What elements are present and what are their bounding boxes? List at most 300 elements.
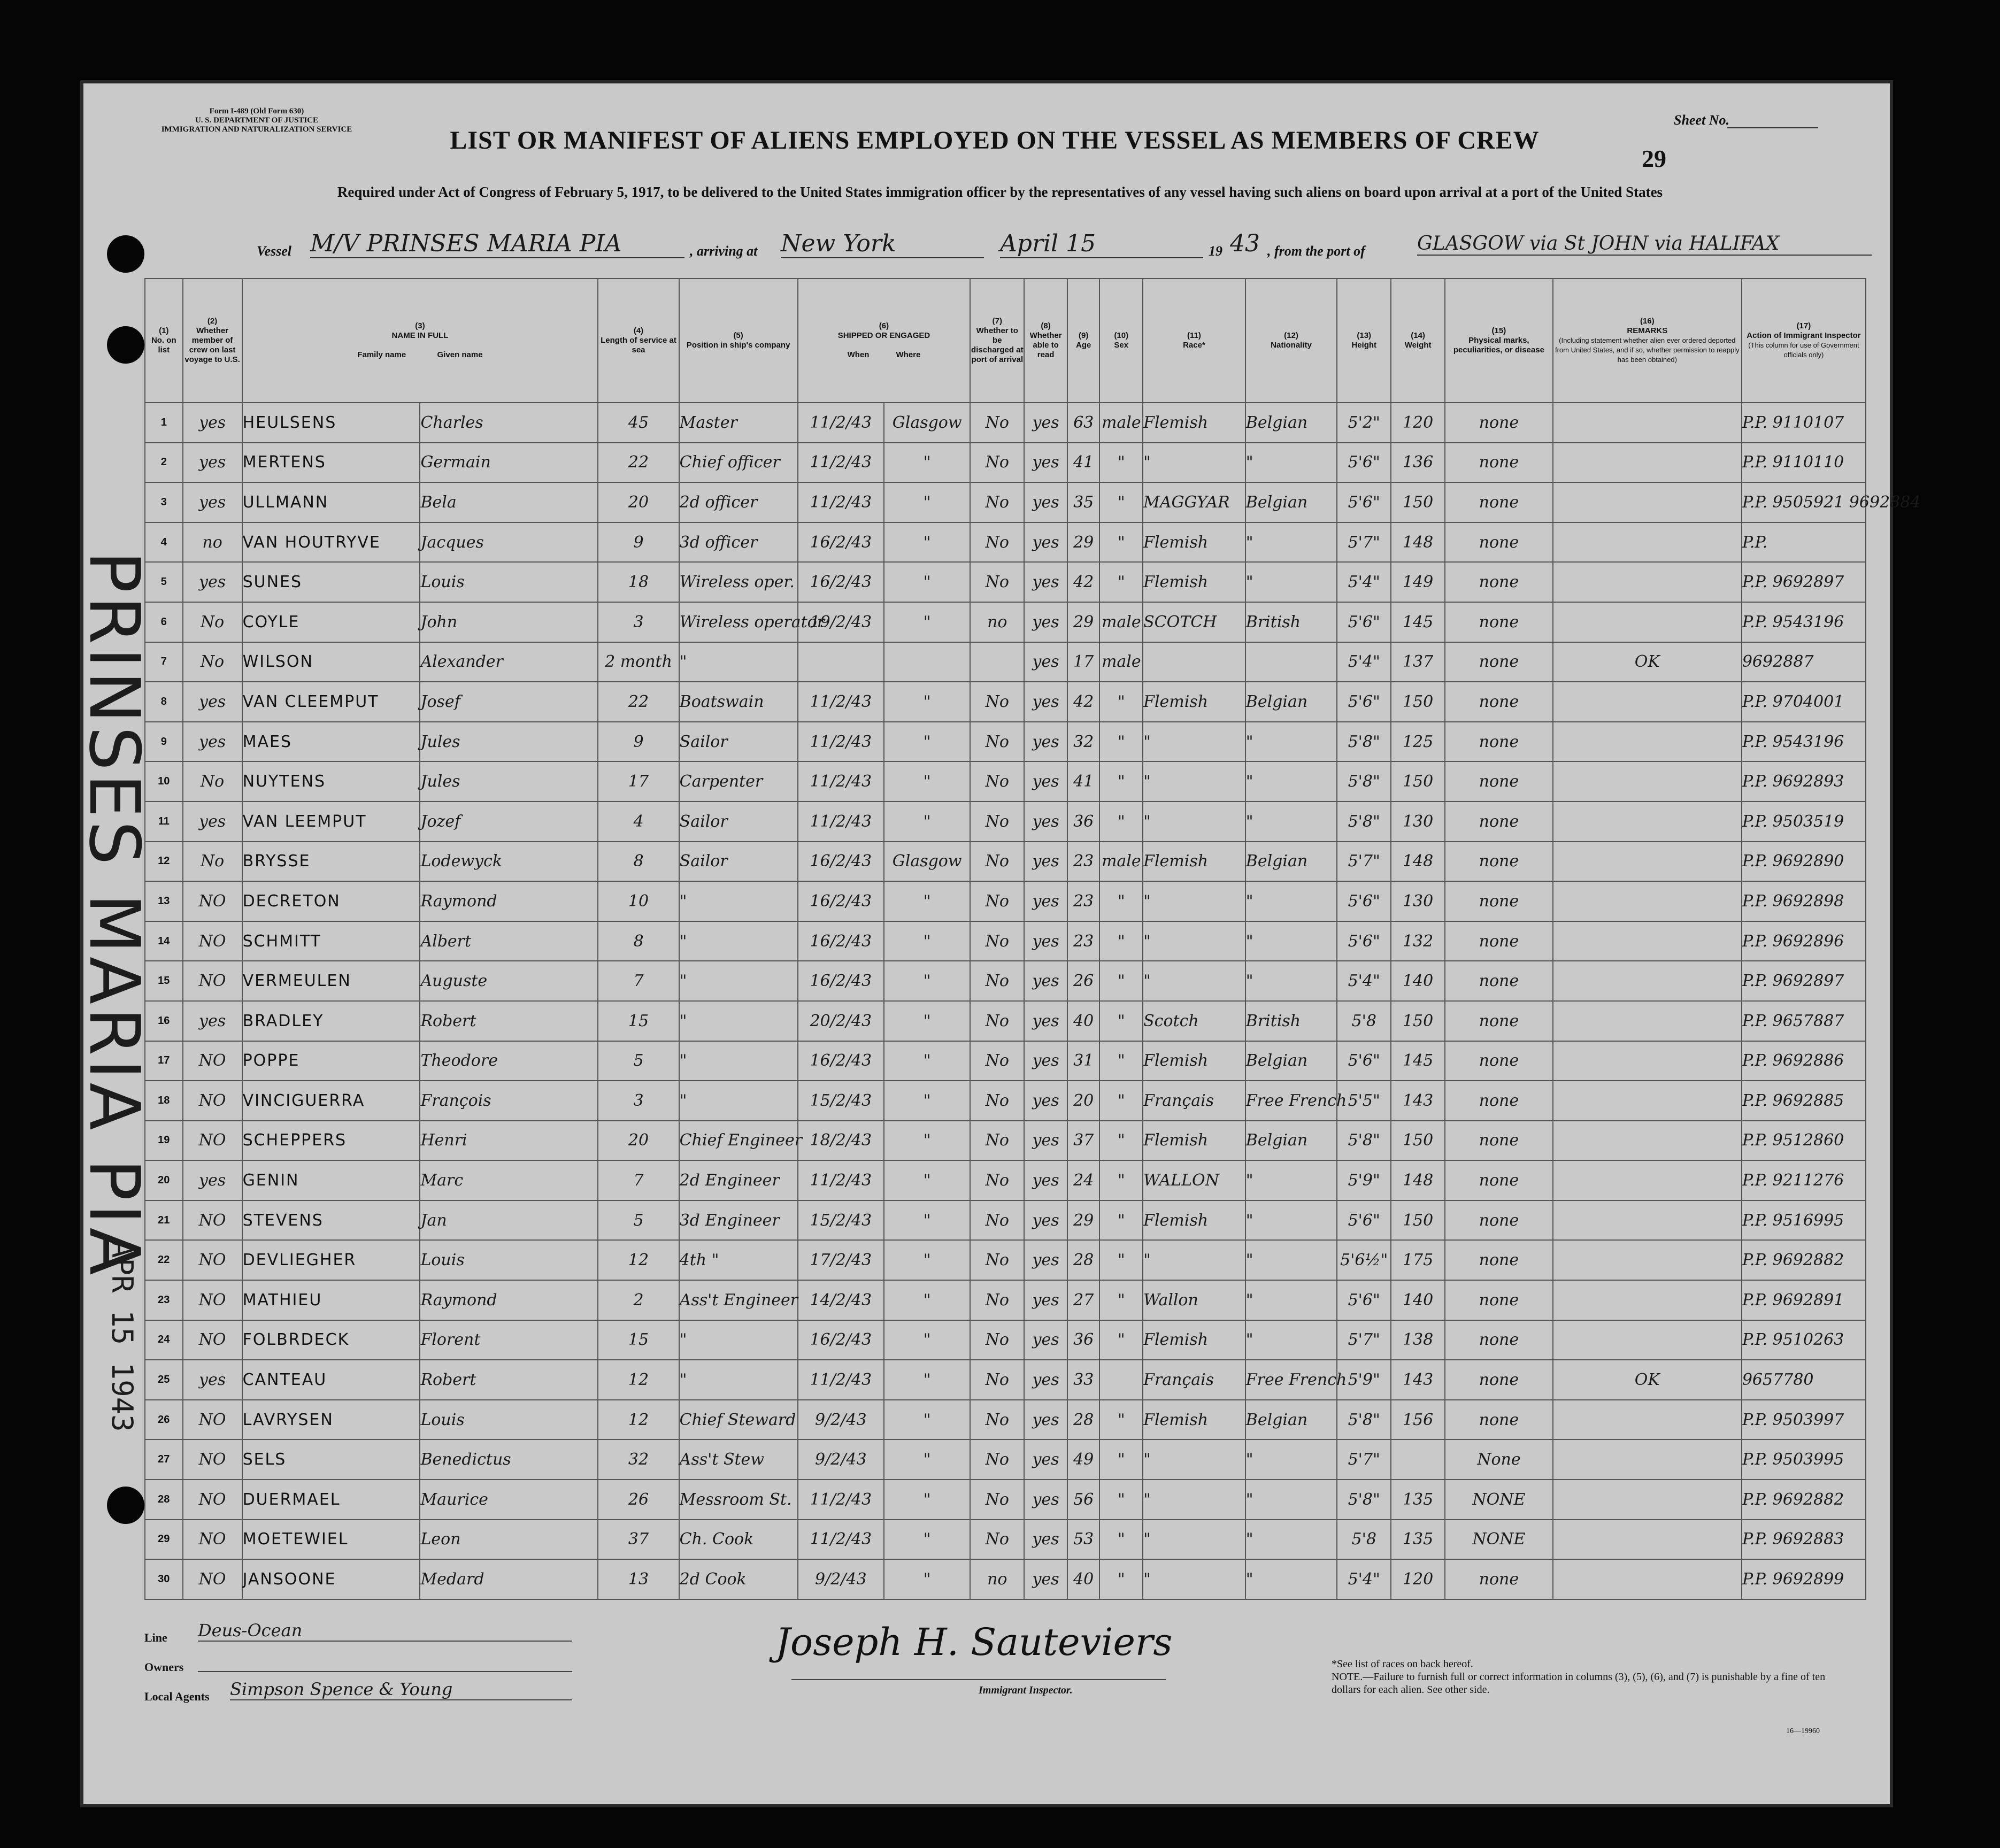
cell-where: " [884, 761, 970, 802]
table-row [145, 842, 1866, 882]
cell-no: 16 [145, 1001, 183, 1041]
cell-weight: 132 [1391, 921, 1445, 961]
cell-family: VAN HOUTRYVE [242, 522, 420, 563]
cell-given: Louis [420, 1240, 598, 1280]
cell-nationality: Free French [1245, 1360, 1337, 1400]
col-header-12: (12) Nationality [1245, 279, 1337, 403]
cell-race: Flemish [1143, 682, 1245, 722]
cell-sex: " [1099, 1041, 1143, 1081]
cell-action: P.P. 9503519 [1742, 802, 1866, 842]
cell-given: Germain [420, 443, 598, 483]
cell-sex: " [1099, 761, 1143, 802]
cell-service: 20 [598, 482, 679, 522]
cell-height: 5'6" [1337, 1280, 1391, 1320]
cell-action: P.P. 9510263 [1742, 1320, 1866, 1360]
cell-action: P.P. 9516995 [1742, 1200, 1866, 1241]
cell-when: 19/2/43 [798, 602, 884, 642]
cell-last: yes [183, 482, 242, 522]
cell-when: 18/2/43 [798, 1121, 884, 1161]
cell-read: yes [1024, 761, 1067, 802]
cell-marks: none [1445, 562, 1553, 602]
cell-nationality: " [1245, 522, 1337, 563]
table-row [145, 722, 1866, 762]
cell-action: P.P. 9692897 [1742, 562, 1866, 602]
cell-read: yes [1024, 1320, 1067, 1360]
cell-age: 23 [1067, 842, 1100, 882]
cell-service: 3 [598, 602, 679, 642]
cell-when: 16/2/43 [798, 842, 884, 882]
cell-sex: " [1099, 443, 1143, 483]
cell-service: 12 [598, 1240, 679, 1280]
cell-height: 5'8" [1337, 761, 1391, 802]
cell-marks: none [1445, 1121, 1553, 1161]
cell-weight: 135 [1391, 1520, 1445, 1560]
arrival-port: New York [781, 230, 984, 258]
cell-discharged: No [970, 562, 1024, 602]
table-row [145, 1121, 1866, 1161]
vessel-name-stamp: PRINSES MARIA PIA [74, 551, 155, 1279]
cell-nationality: Belgian [1245, 1041, 1337, 1081]
agents-value: Simpson Spence & Young [230, 1679, 572, 1700]
cell-discharged: No [970, 842, 1024, 882]
cell-given: Auguste [420, 961, 598, 1001]
cell-read: yes [1024, 642, 1067, 682]
cell-nationality: " [1245, 1280, 1337, 1320]
cell-position: Chief Engineer [679, 1121, 798, 1161]
cell-weight: 125 [1391, 722, 1445, 762]
cell-marks: none [1445, 443, 1553, 483]
cell-race: " [1143, 1240, 1245, 1280]
cell-no: 13 [145, 881, 183, 921]
arrival-date: April 15 [1000, 230, 1203, 258]
cell-family: WILSON [242, 642, 420, 682]
cell-action: P.P. 9692885 [1742, 1081, 1866, 1121]
cell-height: 5'4" [1337, 961, 1391, 1001]
cell-weight: 145 [1391, 602, 1445, 642]
cell-given: Robert [420, 1360, 598, 1400]
cell-action: P.P. 9692899 [1742, 1559, 1866, 1599]
cell-marks: none [1445, 842, 1553, 882]
cell-family: MOETEWIEL [242, 1520, 420, 1560]
cell-marks: none [1445, 1001, 1553, 1041]
cell-read: yes [1024, 1200, 1067, 1241]
cell-position: Sailor [679, 842, 798, 882]
cell-sex [1099, 1360, 1143, 1400]
cell-marks: none [1445, 1160, 1553, 1200]
cell-position: Master [679, 403, 798, 443]
cell-action: P.P. 9512860 [1742, 1121, 1866, 1161]
cell-read: yes [1024, 1480, 1067, 1520]
cell-family: JANSOONE [242, 1559, 420, 1599]
cell-where: " [884, 1121, 970, 1161]
cell-read: yes [1024, 562, 1067, 602]
cell-age: 36 [1067, 1320, 1100, 1360]
cell-discharged: No [970, 1200, 1024, 1241]
cell-read: yes [1024, 802, 1067, 842]
cell-discharged: No [970, 1480, 1024, 1520]
cell-action: P.P. 9692883 [1742, 1520, 1866, 1560]
cell-service: 5 [598, 1041, 679, 1081]
cell-marks: none [1445, 1041, 1553, 1081]
cell-read: yes [1024, 881, 1067, 921]
cell-nationality: " [1245, 1559, 1337, 1599]
cell-position: Ass't Engineer [679, 1280, 798, 1320]
cell-marks: none [1445, 1320, 1553, 1360]
cell-service: 22 [598, 443, 679, 483]
cell-height: 5'8" [1337, 1480, 1391, 1520]
line-label: Line [144, 1631, 167, 1644]
cell-service: 4 [598, 802, 679, 842]
cell-discharged: No [970, 881, 1024, 921]
cell-sex: " [1099, 1320, 1143, 1360]
cell-discharged: No [970, 1121, 1024, 1161]
cell-sex: " [1099, 1480, 1143, 1520]
table-row [145, 1041, 1866, 1081]
cell-weight: 138 [1391, 1320, 1445, 1360]
cell-read: yes [1024, 722, 1067, 762]
cell-position: 2d Cook [679, 1559, 798, 1599]
cell-position: 3d Engineer [679, 1200, 798, 1241]
cell-when: 11/2/43 [798, 1360, 884, 1400]
cell-nationality: " [1245, 761, 1337, 802]
cell-given: Benedictus [420, 1439, 598, 1480]
cell-height: 5'5" [1337, 1081, 1391, 1121]
cell-marks: none [1445, 1200, 1553, 1241]
cell-service: 17 [598, 761, 679, 802]
table-row [145, 761, 1866, 802]
cell-remarks [1553, 562, 1742, 602]
cell-no: 4 [145, 522, 183, 563]
cell-family: SUNES [242, 562, 420, 602]
cell-race [1143, 642, 1245, 682]
cell-given: Lodewyck [420, 842, 598, 882]
cell-when: 11/2/43 [798, 722, 884, 762]
cell-discharged: No [970, 1041, 1024, 1081]
cell-family: DUERMAEL [242, 1480, 420, 1520]
cell-service: 9 [598, 522, 679, 563]
cell-where: " [884, 682, 970, 722]
cell-position: Ch. Cook [679, 1520, 798, 1560]
table-row [145, 642, 1866, 682]
cell-sex: " [1099, 522, 1143, 563]
cell-marks: none [1445, 722, 1553, 762]
cell-where: " [884, 443, 970, 483]
cell-read: yes [1024, 961, 1067, 1001]
cell-nationality [1245, 642, 1337, 682]
cell-read: yes [1024, 842, 1067, 882]
cell-when: 16/2/43 [798, 562, 884, 602]
document-title: LIST OR MANIFEST OF ALIENS EMPLOYED ON THE VESSEL AS MEMBERS OF CREW [450, 126, 1540, 155]
cell-when: 16/2/43 [798, 522, 884, 563]
cell-height: 5'6" [1337, 921, 1391, 961]
cell-age: 32 [1067, 722, 1100, 762]
cell-discharged: No [970, 522, 1024, 563]
cell-when: 11/2/43 [798, 403, 884, 443]
cell-age: 23 [1067, 881, 1100, 921]
cell-no: 23 [145, 1280, 183, 1320]
cell-race: " [1143, 802, 1245, 842]
vessel-name: M/V PRINSES MARIA PIA [310, 230, 684, 258]
cell-where: " [884, 881, 970, 921]
cell-marks: none [1445, 921, 1553, 961]
cell-age: 29 [1067, 602, 1100, 642]
cell-position: Ass't Stew [679, 1439, 798, 1480]
cell-last: no [183, 522, 242, 563]
cell-service: 22 [598, 682, 679, 722]
cell-marks: none [1445, 1280, 1553, 1320]
cell-remarks [1553, 682, 1742, 722]
cell-weight: 150 [1391, 1200, 1445, 1241]
cell-age: 29 [1067, 1200, 1100, 1241]
cell-position: Boatswain [679, 682, 798, 722]
agents-label: Local Agents [144, 1690, 210, 1703]
cell-when: 11/2/43 [798, 761, 884, 802]
manifest-sheet [80, 80, 1921, 1807]
cell-service: 20 [598, 1121, 679, 1161]
cell-given: Maurice [420, 1480, 598, 1520]
cell-family: POPPE [242, 1041, 420, 1081]
col-header-6: (6) SHIPPED OR ENGAGED When Where [798, 279, 971, 403]
cell-where: " [884, 802, 970, 842]
cell-where: " [884, 562, 970, 602]
cell-when: 16/2/43 [798, 1320, 884, 1360]
cell-height: 5'6" [1337, 1200, 1391, 1241]
cell-when: 16/2/43 [798, 881, 884, 921]
cell-remarks [1553, 1439, 1742, 1480]
cell-last: yes [183, 682, 242, 722]
cell-last: NO [183, 1480, 242, 1520]
binder-hole [107, 326, 144, 364]
cell-no: 12 [145, 842, 183, 882]
cell-remarks [1553, 921, 1742, 961]
arrival-date-stamp: APR 15 1943 [105, 1241, 139, 1432]
cell-family: LAVRYSEN [242, 1400, 420, 1440]
cell-position: " [679, 1360, 798, 1400]
cell-nationality: Belgian [1245, 682, 1337, 722]
cell-given: Jozef [420, 802, 598, 842]
cell-remarks [1553, 1041, 1742, 1081]
form-number: 16—19960 [1786, 1727, 1820, 1735]
cell-sex: " [1099, 881, 1143, 921]
cell-discharged: No [970, 1081, 1024, 1121]
cell-last: NO [183, 1280, 242, 1320]
cell-weight: 140 [1391, 1280, 1445, 1320]
cell-discharged: No [970, 1001, 1024, 1041]
cell-last: NO [183, 1240, 242, 1280]
cell-remarks: OK [1553, 642, 1742, 682]
cell-weight: 150 [1391, 1121, 1445, 1161]
cell-read: yes [1024, 1001, 1067, 1041]
cell-service: 5 [598, 1200, 679, 1241]
cell-discharged: No [970, 403, 1024, 443]
cell-age: 63 [1067, 403, 1100, 443]
cell-marks: none [1445, 682, 1553, 722]
cell-weight: 120 [1391, 1559, 1445, 1599]
cell-height: 5'6" [1337, 1041, 1391, 1081]
cell-sex: " [1099, 562, 1143, 602]
cell-sex: " [1099, 802, 1143, 842]
cell-when: 11/2/43 [798, 1480, 884, 1520]
cell-remarks [1553, 602, 1742, 642]
cell-action: P.P. 9110107 [1742, 403, 1866, 443]
sheet-number-line [1727, 127, 1818, 128]
cell-where [884, 642, 970, 682]
cell-family: ULLMANN [242, 482, 420, 522]
cell-family: BRADLEY [242, 1001, 420, 1041]
cell-race: Flemish [1143, 1041, 1245, 1081]
cell-discharged: No [970, 482, 1024, 522]
cell-service: 7 [598, 961, 679, 1001]
cell-nationality: " [1245, 443, 1337, 483]
cell-weight: 148 [1391, 842, 1445, 882]
cell-marks: none [1445, 802, 1553, 842]
cell-when: 9/2/43 [798, 1400, 884, 1440]
cell-read: yes [1024, 682, 1067, 722]
col-header-14: (14) Weight [1391, 279, 1445, 403]
cell-no: 22 [145, 1240, 183, 1280]
cell-last: yes [183, 1360, 242, 1400]
cell-nationality: British [1245, 1001, 1337, 1041]
cell-discharged: No [970, 1160, 1024, 1200]
cell-remarks [1553, 761, 1742, 802]
cell-last: No [183, 842, 242, 882]
cell-marks: none [1445, 1360, 1553, 1400]
cell-age: 56 [1067, 1480, 1100, 1520]
cell-age: 41 [1067, 761, 1100, 802]
cell-marks: none [1445, 403, 1553, 443]
cell-remarks [1553, 1400, 1742, 1440]
col-header-7: (7) Whether to be discharged at port of arrival [970, 279, 1024, 403]
cell-last: NO [183, 1121, 242, 1161]
cell-read: yes [1024, 1240, 1067, 1280]
table-row [145, 1520, 1866, 1560]
owners-line [198, 1671, 572, 1672]
cell-no: 26 [145, 1400, 183, 1440]
cell-weight: 148 [1391, 522, 1445, 563]
cell-remarks [1553, 1520, 1742, 1560]
cell-position: " [679, 642, 798, 682]
table-row [145, 1160, 1866, 1200]
footnote-races: *See list of races on back hereof. [1332, 1658, 1473, 1670]
cell-nationality: " [1245, 1439, 1337, 1480]
cell-given: Robert [420, 1001, 598, 1041]
cell-family: VAN CLEEMPUT [242, 682, 420, 722]
cell-family: STEVENS [242, 1200, 420, 1241]
cell-nationality: Belgian [1245, 842, 1337, 882]
cell-height: 5'6" [1337, 682, 1391, 722]
cell-no: 28 [145, 1480, 183, 1520]
cell-service: 7 [598, 1160, 679, 1200]
cell-nationality: " [1245, 1240, 1337, 1280]
cell-weight: 120 [1391, 403, 1445, 443]
cell-action: 9692887 [1742, 642, 1866, 682]
cell-family: COYLE [242, 602, 420, 642]
cell-last: NO [183, 1081, 242, 1121]
cell-service: 8 [598, 842, 679, 882]
cell-last: yes [183, 1160, 242, 1200]
cell-family: GENIN [242, 1160, 420, 1200]
cell-last: NO [183, 1041, 242, 1081]
cell-age: 53 [1067, 1520, 1100, 1560]
cell-last: yes [183, 443, 242, 483]
cell-height: 5'6" [1337, 482, 1391, 522]
cell-race: " [1143, 961, 1245, 1001]
cell-remarks [1553, 842, 1742, 882]
cell-where: " [884, 522, 970, 563]
cell-when: 11/2/43 [798, 1520, 884, 1560]
cell-action: P.P. 9692898 [1742, 881, 1866, 921]
cell-where: " [884, 1480, 970, 1520]
cell-nationality: " [1245, 722, 1337, 762]
cell-where: " [884, 1001, 970, 1041]
cell-height: 5'8 [1337, 1520, 1391, 1560]
cell-race: " [1143, 761, 1245, 802]
cell-marks: none [1445, 1081, 1553, 1121]
cell-position: 4th " [679, 1240, 798, 1280]
cell-height: 5'4" [1337, 562, 1391, 602]
cell-when [798, 642, 884, 682]
cell-race: " [1143, 921, 1245, 961]
form-department: U. S. DEPARTMENT OF JUSTICE [195, 116, 319, 125]
cell-weight: 150 [1391, 682, 1445, 722]
cell-read: yes [1024, 1121, 1067, 1161]
cell-weight: 135 [1391, 1480, 1445, 1520]
table-row [145, 1480, 1866, 1520]
cell-age: 49 [1067, 1439, 1100, 1480]
cell-read: yes [1024, 1081, 1067, 1121]
cell-weight: 130 [1391, 802, 1445, 842]
cell-where: " [884, 602, 970, 642]
cell-given: Leon [420, 1520, 598, 1560]
cell-race: Flemish [1143, 842, 1245, 882]
cell-service: 10 [598, 881, 679, 921]
cell-age: 20 [1067, 1081, 1100, 1121]
cell-last: yes [183, 802, 242, 842]
cell-remarks [1553, 802, 1742, 842]
cell-where: " [884, 1240, 970, 1280]
cell-read: yes [1024, 443, 1067, 483]
cell-race: " [1143, 1559, 1245, 1599]
cell-weight: 130 [1391, 881, 1445, 921]
cell-no: 19 [145, 1121, 183, 1161]
table-row [145, 562, 1866, 602]
cell-position: 2d Engineer [679, 1160, 798, 1200]
cell-where: " [884, 1320, 970, 1360]
cell-family: FOLBRDECK [242, 1320, 420, 1360]
table-row [145, 1081, 1866, 1121]
cell-no: 15 [145, 961, 183, 1001]
cell-family: MAES [242, 722, 420, 762]
cell-marks: none [1445, 642, 1553, 682]
cell-given: Louis [420, 1400, 598, 1440]
cell-height: 5'9" [1337, 1160, 1391, 1200]
sheet-number: 29 [1642, 145, 1666, 172]
cell-action: P.P. 9692890 [1742, 842, 1866, 882]
cell-discharged: No [970, 1439, 1024, 1480]
cell-no: 2 [145, 443, 183, 483]
cell-when: 16/2/43 [798, 961, 884, 1001]
cell-where: " [884, 961, 970, 1001]
cell-nationality: Belgian [1245, 403, 1337, 443]
cell-discharged: No [970, 1320, 1024, 1360]
cell-no: 7 [145, 642, 183, 682]
cell-given: Raymond [420, 1280, 598, 1320]
col-header-4: (4) Length of service at sea [598, 279, 679, 403]
cell-where: " [884, 482, 970, 522]
cell-action: P.P. 9505921 9692884 [1742, 482, 1866, 522]
cell-when: 11/2/43 [798, 682, 884, 722]
cell-given: Jacques [420, 522, 598, 563]
